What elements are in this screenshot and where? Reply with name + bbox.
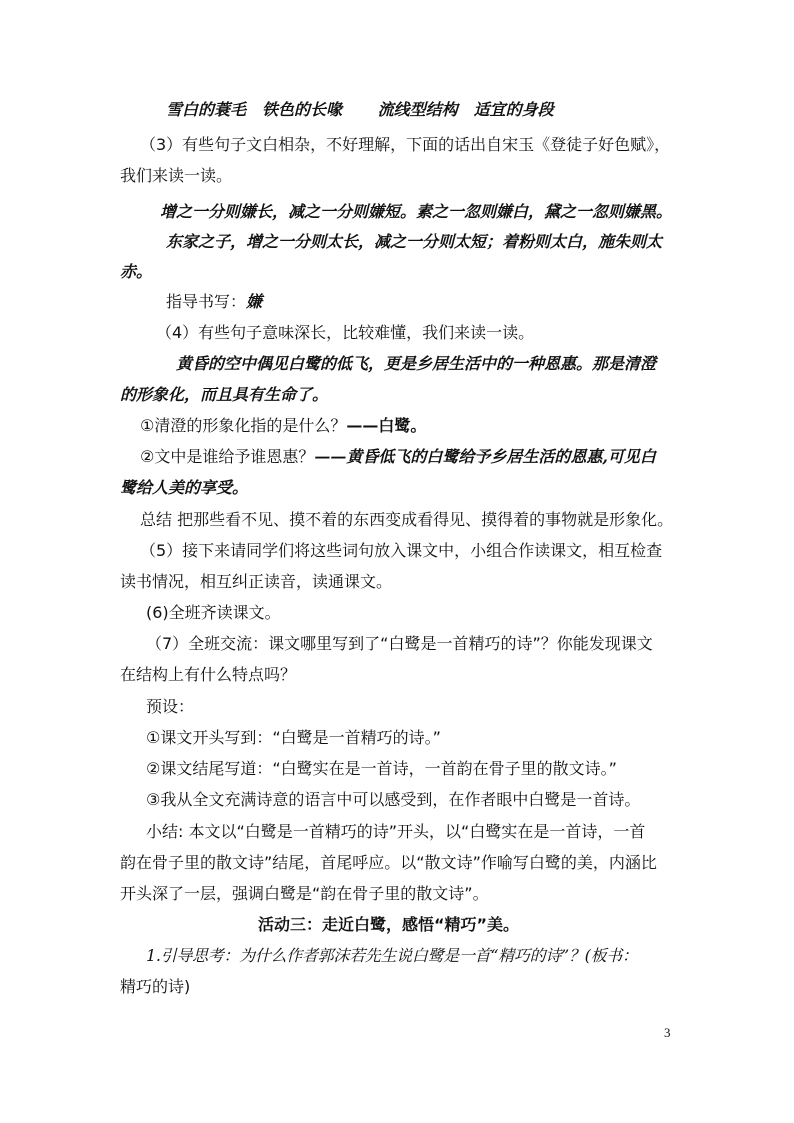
paragraph-6: (6)全班齐读课文。: [146, 603, 281, 622]
paragraph-3-line-1: （3）有些句子文白相杂，不好理解，下面的话出自宋玉《登徒子好色赋》，: [140, 135, 671, 154]
quote-line-1: 增之一分则嫌长，减之一分则嫌短。素之一忽则嫌白，黛之一忽则嫌黑。: [160, 202, 673, 221]
writing-guide: [166, 292, 262, 312]
summary-line-3: 开头深了一层，强调白鹭是“韵在骨子里的散文诗”。: [120, 884, 489, 903]
question-2-answer-cont: 鹭给人美的享受。: [120, 478, 249, 497]
question-2-text: ②文中是谁给予谁恩惠？: [140, 447, 315, 466]
question-2-answer: ——黄昏低飞的白鹭给予乡居生活的恩惠,可见白: [314, 447, 656, 466]
writing-guide-char: 嫌: [246, 292, 263, 311]
preset-3: ③我从全文充满诗意的语言中可以感受到，在作者眼中白鹭是一首诗。: [146, 790, 641, 809]
quote-dusk-line-2: 的形象化，而且具有生命了。: [120, 385, 329, 404]
preset-1: ①课文开头写到：“白鹭是一首精巧的诗。”: [146, 728, 441, 747]
keyword-phrases: 雪白的蓑毛 铁色的长喙 流线型结构 适宜的身段: [166, 100, 554, 119]
question-1: [140, 416, 426, 436]
question-1-text: ①清澄的形象化指的是什么？: [140, 416, 347, 435]
page-number: 3: [664, 1025, 671, 1040]
summary-line-2: 韵在骨子里的散文诗”结尾，首尾呼应。以“散文诗”作喻写白鹭的美，内涵比: [120, 853, 657, 872]
guided-question-line-2: 精巧的诗): [120, 977, 191, 996]
paragraph-7-line-1: （7）全班交流：课文哪里写到了“白鹭是一首精巧的诗”？你能发现课文: [146, 634, 653, 653]
paragraph-7-line-2: 在结构上有什么特点吗？: [120, 665, 297, 684]
summary-line-1: 小结: 本文以“白鹭是一首精巧的诗”开头，以“白鹭实在是一首诗，一首: [146, 822, 646, 841]
quote-line-2: 东家之子，增之一分则太长，减之一分则太短；着粉则太白，施朱则太: [166, 232, 663, 251]
writing-guide-label: 指导书写：: [166, 292, 247, 311]
paragraph-5-line-2: 读书情况，相互纠正读音，读通课文。: [120, 572, 393, 591]
quote-dusk-line-1: 黄昏的空中偶见白鹭的低飞，更是乡居生活中的一种恩惠。那是清澄: [176, 354, 657, 373]
question-2: [140, 447, 656, 467]
preset-2: ②课文结尾写道：“白鹭实在是一首诗，一首韵在骨子里的散文诗。”: [146, 759, 617, 778]
guided-question-line-1: 1.引导思考：为什么作者郭沫若先生说白鹭是一首“精巧的诗”？(板书：: [146, 946, 638, 965]
paragraph-5-line-1: （5）接下来请同学们将这些词句放入课文中，小组合作读课文，相互检查: [140, 541, 663, 560]
activity-3-heading: 活动三：走近白鹭，感悟“精巧”美。: [258, 915, 520, 934]
summary-image: 总结 把那些看不见、摸不着的东西变成看得见、摸得着的事物就是形象化。: [140, 510, 674, 529]
preset-label: 预设：: [146, 697, 195, 716]
question-1-answer: ——白鹭。: [346, 416, 427, 435]
paragraph-4: （4）有些句子意味深长，比较难懂，我们来读一读。: [156, 323, 535, 342]
paragraph-3-line-2: 我们来读一读。: [120, 166, 233, 185]
quote-line-3: 赤。: [120, 262, 153, 281]
